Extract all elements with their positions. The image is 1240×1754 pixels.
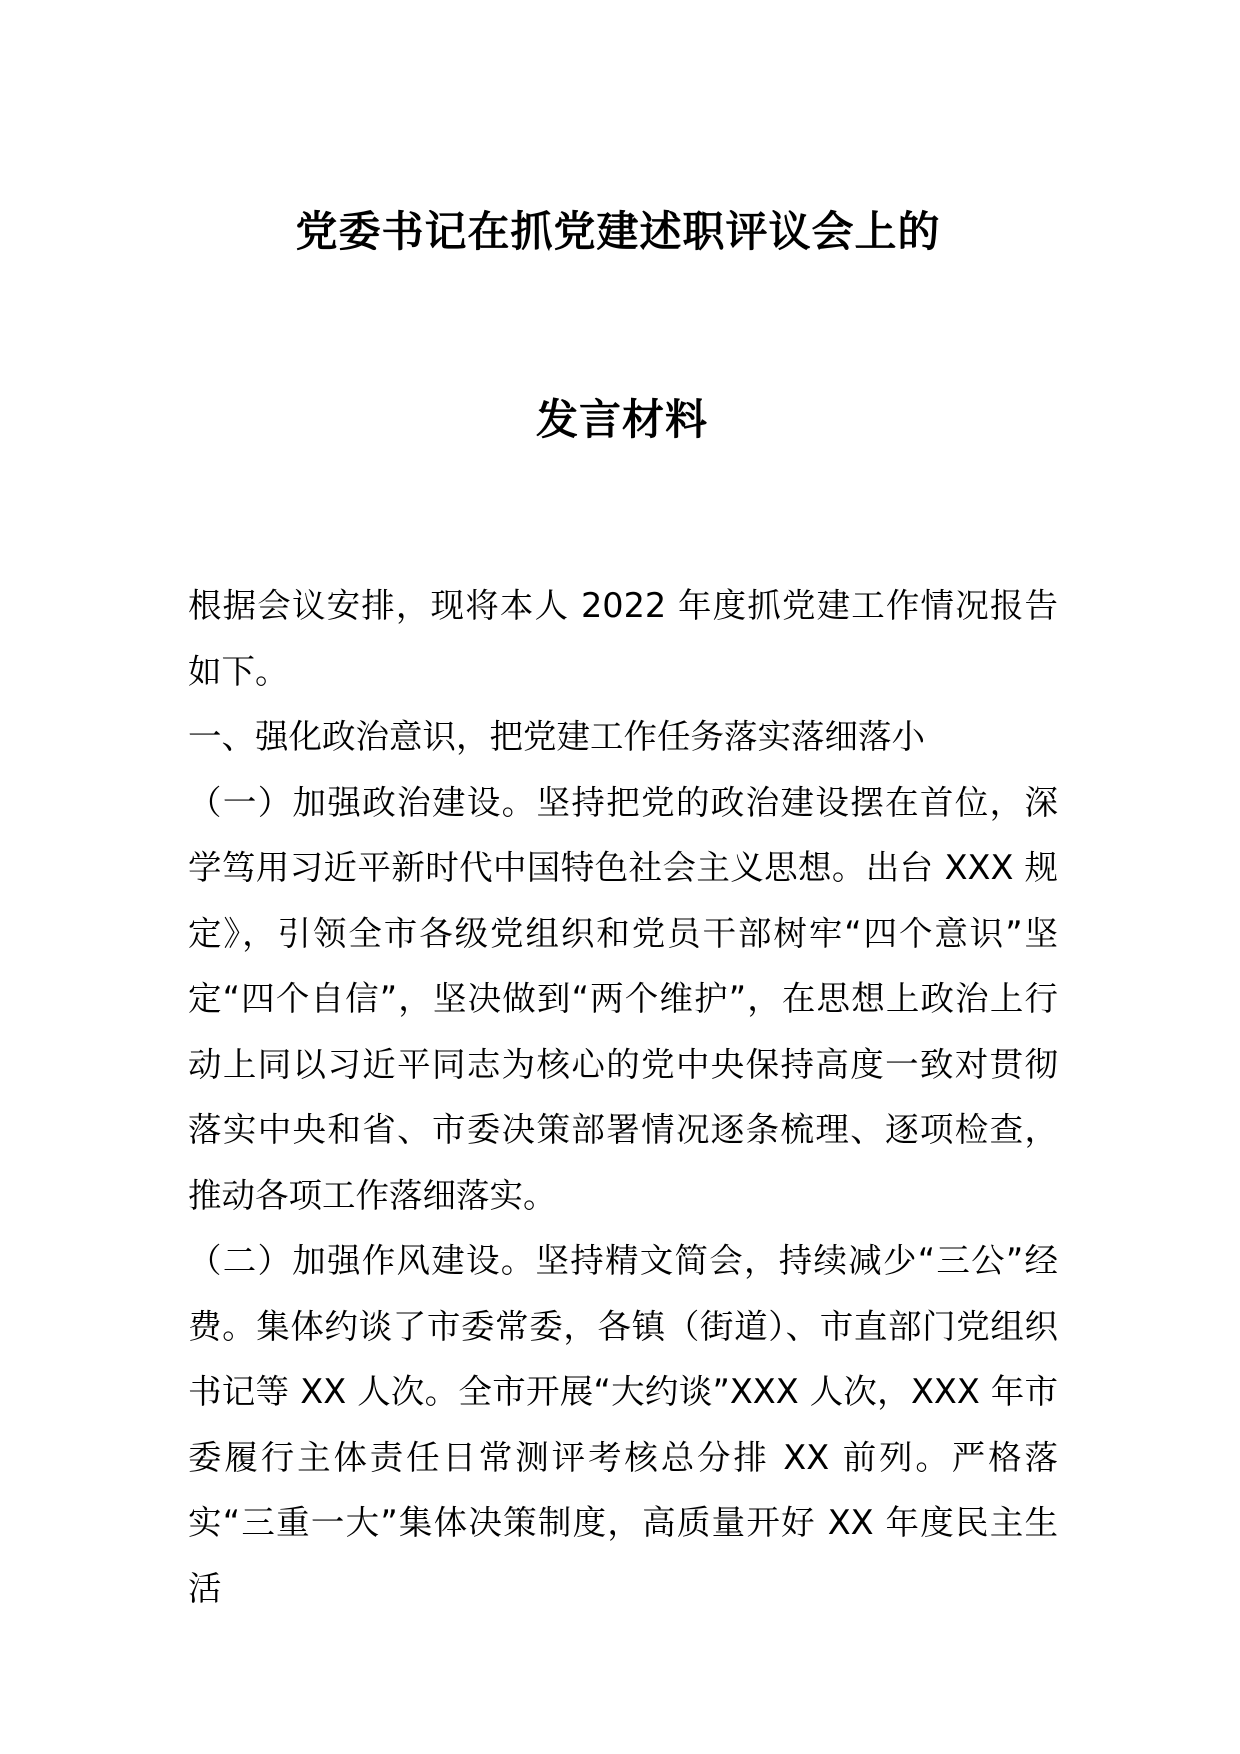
- document-body: [188, 573, 1058, 1621]
- paragraph-style-construction: （二）加强作风建设。坚持精文简会，持续减少“三公”经费。集体约谈了市委常委，各镇（街道）、市直部门党组织书记等 XX 人次。全市开展“大约谈”XXX 人次，XXX 年市委履行主体责任日常测评考核总分排 XX 前列。严格落实“三重一大”集体决策制度，高质量开好 XX 年度民主生活: [188, 1241, 1058, 1608]
- paragraph-political-construction: （一）加强政治建设。坚持把党的政治建设摆在首位，深学笃用习近平新时代中国特色社会主义思想。出台 XXX 规定》，引领全市各级党组织和党员干部树牢“四个意识”坚定“四个自信”，坚决做到“两个维护”，在思想上政治上行动上同以习近平同志为核心的党中央保持高度一致对贯彻落实中央和省、市委决策部署情况逐条梳理、逐项检查，推动各项工作落细落实。: [188, 782, 1058, 1215]
- document-title-line-2: 发言材料: [535, 395, 708, 444]
- section-heading-1: 一、强化政治意识，把党建工作任务落实落细落小: [188, 717, 925, 756]
- paragraph-intro: 根据会议安排，现将本人 2022 年度抓党建工作情况报告如下。: [188, 586, 1058, 691]
- document-title-line-1: 党委书记在抓党建述职评议会上的: [295, 207, 941, 256]
